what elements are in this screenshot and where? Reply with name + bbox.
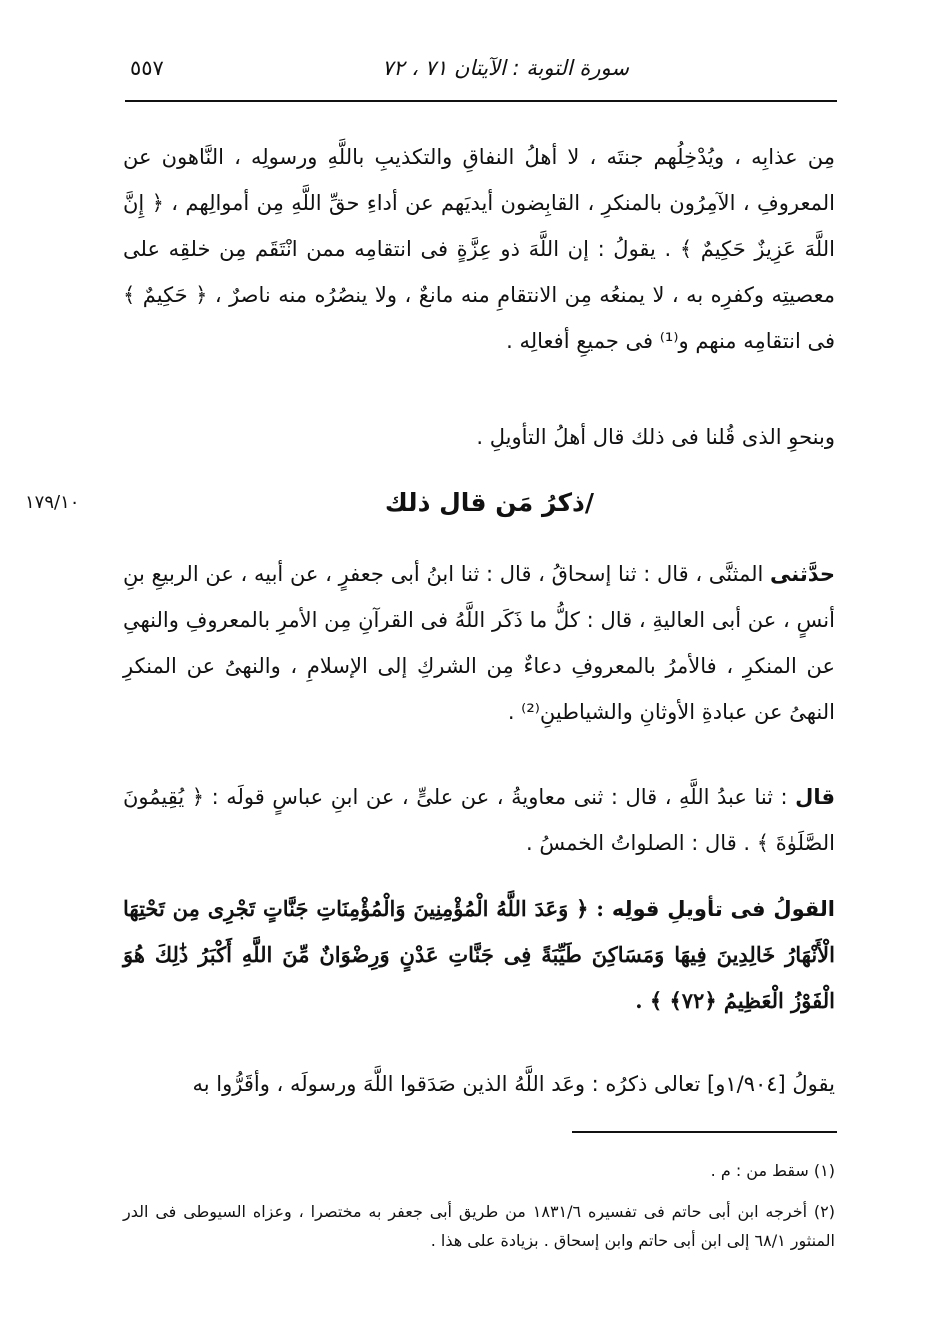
narration-lead: حدَّثنى bbox=[770, 562, 835, 586]
body-paragraph-1: مِن عذابِه ، ويُدْخِلُهم جنتَه ، لا أهلُ النفاقِ والتكذيبِ باللَّهِ ورسولِه ، النَّاهون عن المعروفِ ، الآمِرُون بالمنكرِ ، القابِضون أيديَهم عن أداءِ حقِّ اللَّهِ مِن أموالِهم ، ﴿ إِنَّ اللَّهَ عَزِيزٌ حَكِيمٌ ﴾ . يقولُ : إن اللَّهَ ذو عِزَّةٍ فى انتقامِه ممن انْتَقَم مِن خلقِه على معصيتِه وكفرِه به ، لا يمنعُه مِن الانتقامِ منه مانعٌ ، ولا ينصُرُه منه ناصرٌ ، ﴿ حَكِيمٌ ﴾ فى انتقامِه منهم و⁽¹⁾ فى جميعِ أفعالِه . bbox=[123, 145, 835, 353]
header-rule bbox=[125, 100, 837, 102]
narration-paragraph-1 bbox=[123, 551, 835, 735]
narration-text: : ثنا عبدُ اللَّهِ ، قال : ثنى معاويةُ ، عن علىٍّ ، عن ابنِ عباسٍ قولَه : ﴿ يُقِيمُونَ الصَّلَوٰةَ ﴾ . قال : الصلواتُ الخمسُ . bbox=[123, 785, 835, 855]
narration-paragraph-2 bbox=[123, 774, 835, 866]
section-title: /ذكرُ مَن قال ذلك bbox=[384, 488, 594, 517]
tafsir-heading-lead: القولُ فى تأويلِ قولِه bbox=[611, 897, 835, 921]
footnote-rule bbox=[572, 1131, 837, 1133]
quran-verse: : ﴿ وَعَدَ اللَّهُ الْمُؤْمِنِينَ وَالْمُؤْمِنَاتِ جَنَّاتٍ تَجْرِى مِن تَحْتِهَا الْأَنْهَارُ خَالِدِينَ فِيهَا وَمَسَاكِنَ طَيِّبَةً فِى جَنَّاتِ عَدْنٍ وَرِضْوَانٌ مِّنَ اللَّهِ أَكْبَرُ ذَٰلِكَ هُوَ الْفَوْزُ الْعَظِيمُ ﴿٧٢﴾ ﴾ . bbox=[123, 896, 835, 1013]
narration-text: المثنَّى ، قال : ثنا إسحاقُ ، قال : ثنا ابنُ أبى جعفرٍ ، عن أبيه ، عن الربيعِ بنِ أنسٍ ، عن أبى العاليةِ ، قال : كلُّ ما ذَكَر اللَّهُ فى القرآنِ مِن الأمرِ بالمعروفِ والنهىِ عن المنكرِ ، فالأمرُ بالمعروفِ دعاءٌ مِن الشركِ إلى الإسلامِ ، والنهىُ عن المنكرِ النهىُ عن عبادةِ الأوثانِ والشياطينِ⁽²⁾ . bbox=[122, 562, 835, 724]
page-number: ٥٥٧ bbox=[130, 56, 164, 80]
running-header-title: سورة التوبة : الآيتان ٧١ ، ٧٢ bbox=[382, 56, 629, 80]
body-paragraph-3: يقولُ [١/٩٠٤و] تعالى ذكرُه : وعَد اللَّهُ الذين صَدَقوا اللَّهَ ورسولَه ، وأقَرُّوا به bbox=[192, 1072, 835, 1096]
narration-lead: قال bbox=[795, 785, 835, 809]
margin-reference: ١٧٩/١٠ bbox=[25, 492, 80, 513]
body-paragraph-2: وبنحوِ الذى قُلنا فى ذلك قال أهلُ التأويلِ . bbox=[476, 425, 835, 449]
footnote-2: (٢) أخرجه ابن أبى حاتم فى تفسيره ١٨٣١/٦ من طريق أبى جعفر به مختصرا ، وعزاه السيوطى فى الدر المنثور ٦٨/١ إلى ابن أبى حاتم وابن إسحاق . بزيادة على هذا . bbox=[123, 1202, 836, 1250]
footnote-1: (١) سقط من : م . bbox=[710, 1161, 835, 1180]
tafsir-heading-paragraph bbox=[123, 886, 835, 1024]
